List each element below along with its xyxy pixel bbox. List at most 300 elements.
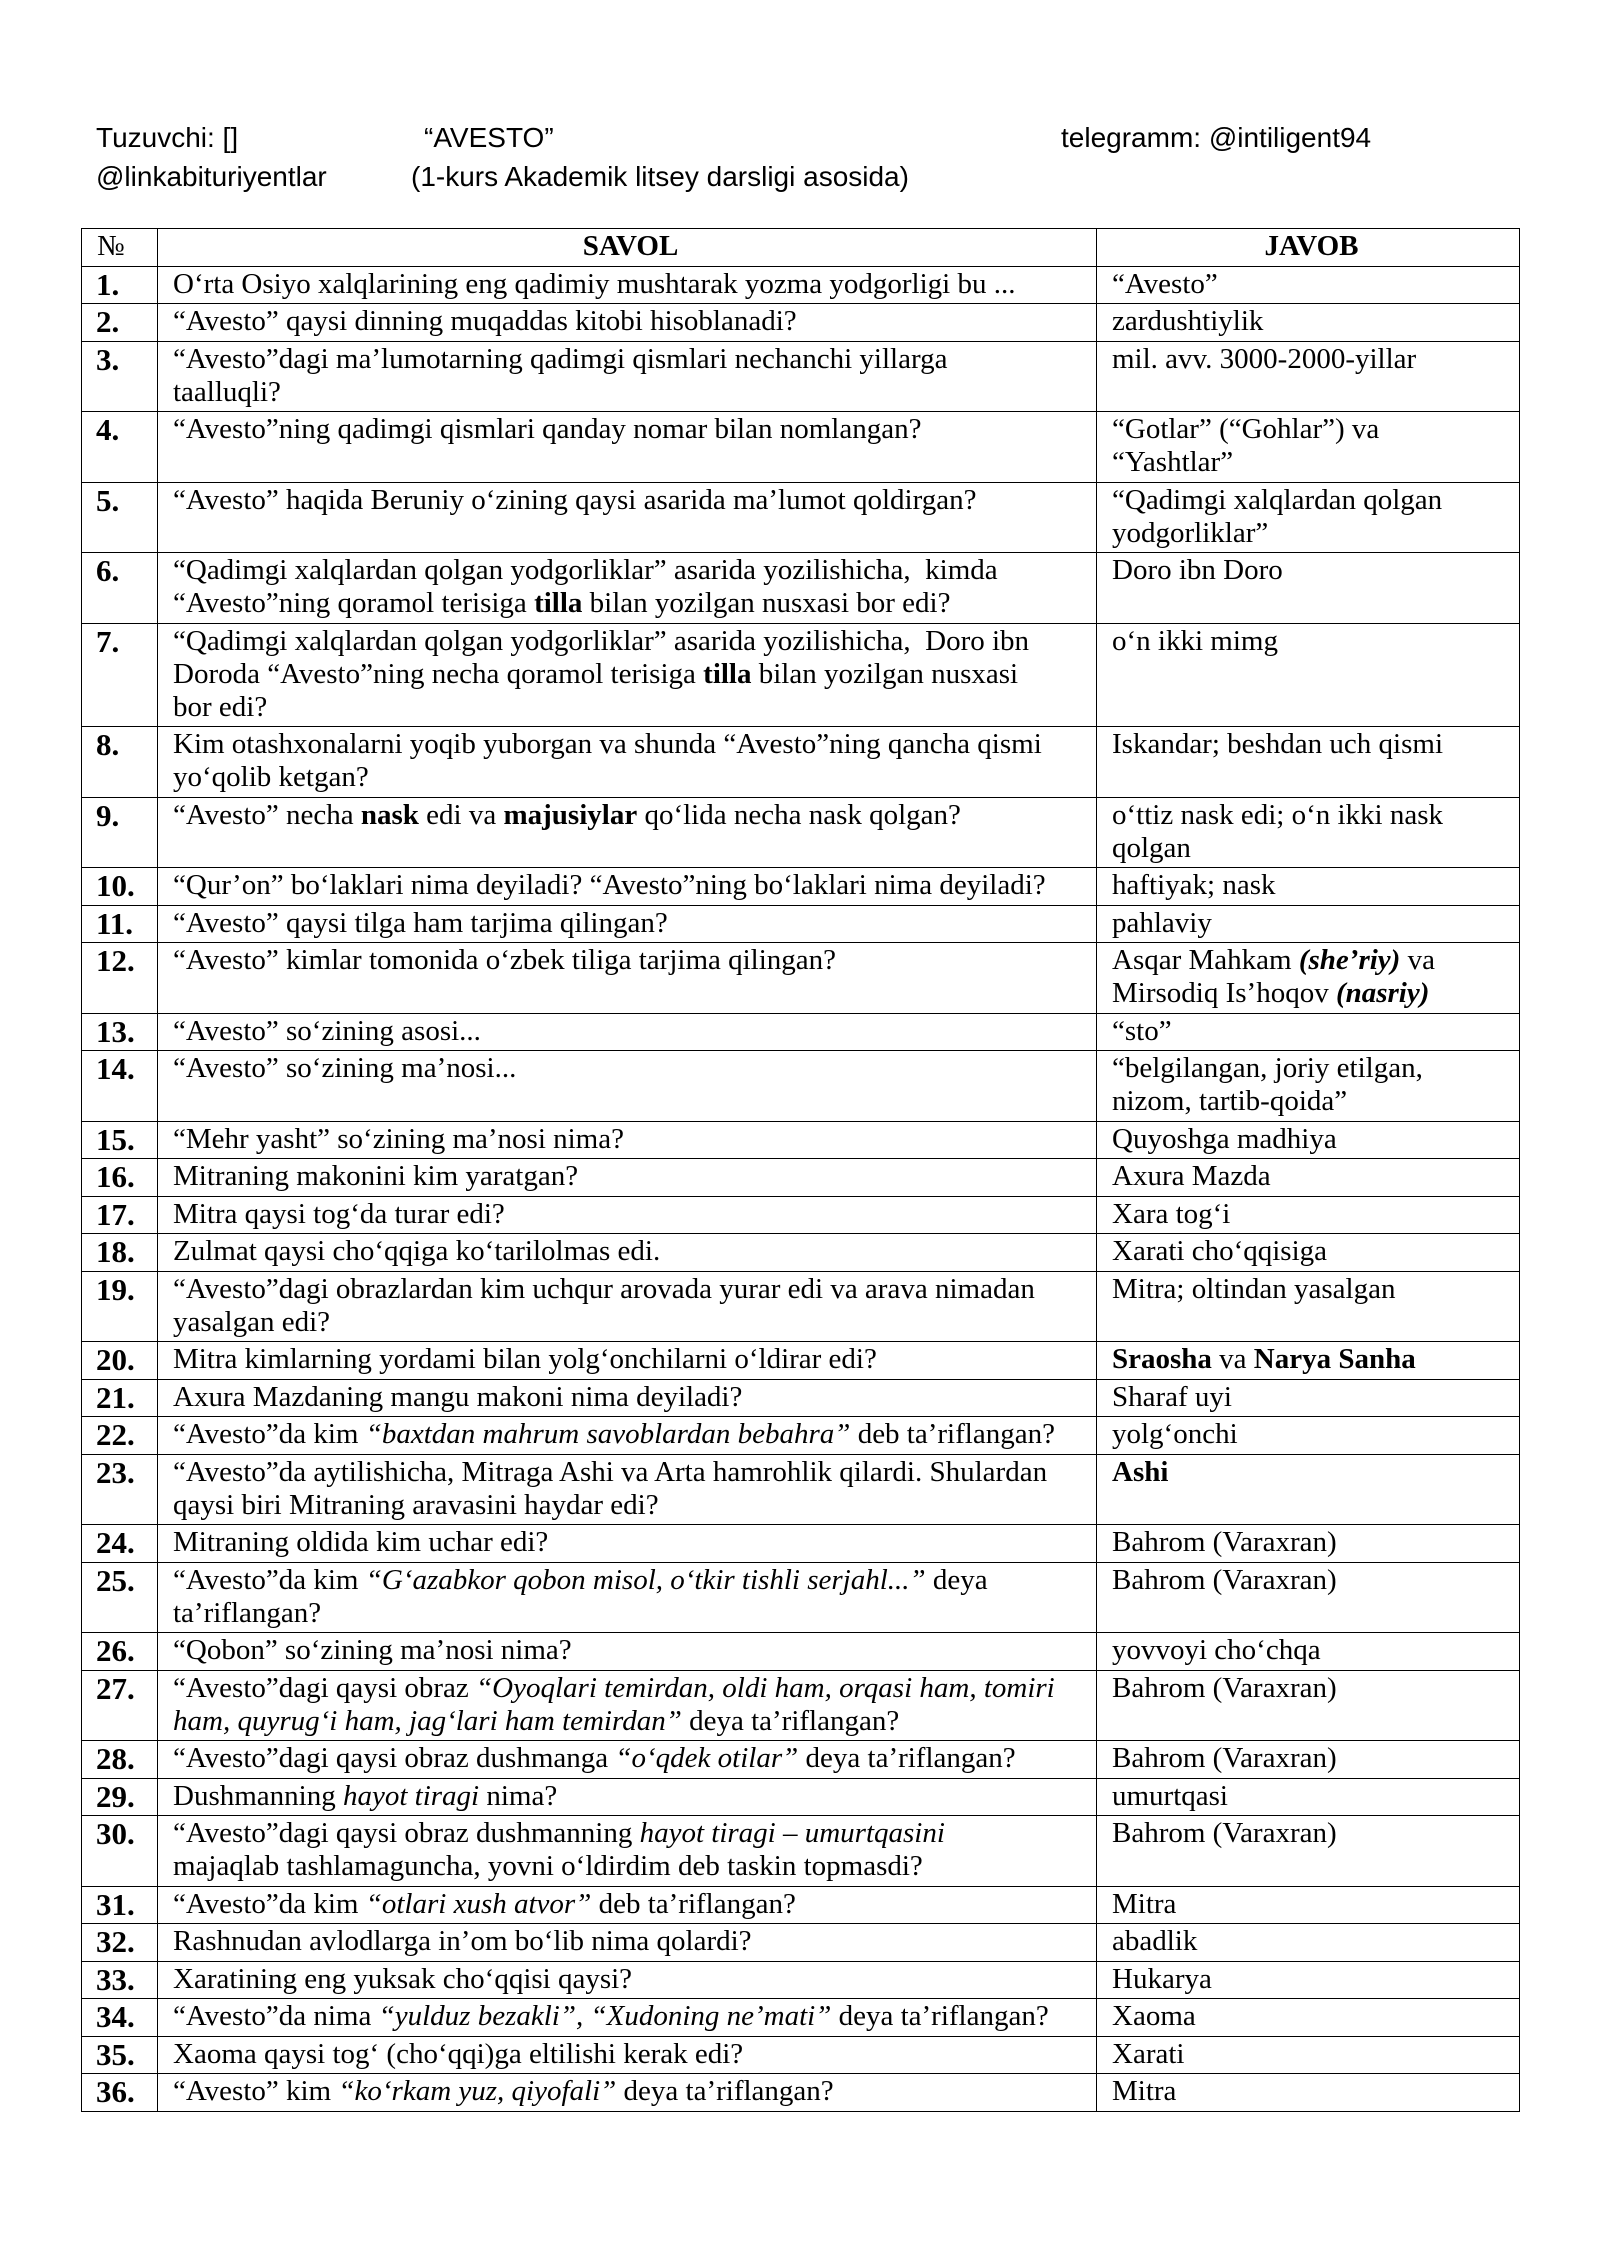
question-text: tilla: [534, 587, 583, 619]
table-row: [82, 797, 1520, 868]
row-number: 28.: [82, 1741, 158, 1779]
row-number: 33.: [82, 1961, 158, 1999]
question-line: [173, 1850, 1088, 1883]
answer-cell: [1097, 2074, 1520, 2112]
answer-cell: [1097, 412, 1520, 483]
question-text: edi va: [418, 798, 504, 831]
table-row: [82, 1121, 1520, 1159]
answer-cell: [1097, 1670, 1520, 1741]
answer-text: umurtqasi: [1112, 1779, 1228, 1812]
question-text: deya ta’riflangan?: [831, 2000, 1049, 2032]
question-text: yo‘qolib ketgan?: [173, 761, 369, 793]
row-number: 23.: [82, 1454, 158, 1525]
table-row: [82, 2036, 1520, 2074]
answer-line: [1112, 1198, 1511, 1231]
question-text: yasalgan edi?: [173, 1305, 331, 1338]
answer-text: “belgilangan, joriy etilgan,: [1112, 1052, 1423, 1084]
row-number: 36.: [82, 2074, 158, 2112]
question-text: “Qur’on” bo‘laklari nima deyiladi? “Avesto”ning bo‘laklari nima deyiladi?: [173, 869, 1046, 901]
answer-text: Bahrom (Varaxran): [1112, 1563, 1337, 1596]
answer-text: Bahrom (Varaxran): [1112, 1526, 1337, 1558]
question-text: “Avesto”ning qadimgi qismlari qanday nomar bilan nomlangan?: [173, 413, 922, 445]
answer-cell: [1097, 868, 1520, 906]
answer-line: [1112, 832, 1511, 865]
question-text: “Avesto” haqida Beruniy o‘zining qaysi asarida ma’lumot qoldirgan?: [173, 483, 977, 516]
table-row: [82, 553, 1520, 624]
answer-text: Doro ibn Doro: [1112, 554, 1283, 586]
question-cell: [158, 1121, 1097, 1159]
question-line: [173, 869, 1088, 902]
table-row: [82, 1271, 1520, 1342]
table-header-row: [82, 229, 1520, 267]
question-cell: [158, 1417, 1097, 1455]
answer-line: [1112, 1925, 1511, 1958]
question-text: deb ta’riflangan?: [591, 1887, 796, 1920]
answer-line: [1112, 944, 1511, 977]
table-row: [82, 1961, 1520, 1999]
question-text: “baxtdan mahrum savoblardan bebahra”: [365, 1418, 851, 1450]
answer-text: Sharaf uyi: [1112, 1380, 1232, 1413]
question-cell: [158, 1562, 1097, 1633]
question-text: “Avesto”da kim: [173, 1418, 366, 1450]
row-number: 11.: [82, 905, 158, 943]
question-text: “Qobon” so‘zining ma’nosi nima?: [173, 1634, 572, 1666]
question-text: deya: [925, 1563, 988, 1596]
answer-line: [1112, 869, 1511, 902]
table-row: [82, 1816, 1520, 1887]
table-row: [82, 905, 1520, 943]
answer-line: [1112, 2000, 1511, 2033]
question-cell: [158, 304, 1097, 342]
row-number: 8.: [82, 727, 158, 798]
question-cell: [158, 1961, 1097, 1999]
question-cell: [158, 482, 1097, 553]
question-text: “Avesto”dagi qaysi obraz dushmanning: [173, 1817, 640, 1849]
row-number: 31.: [82, 1886, 158, 1924]
row-number: 9.: [82, 797, 158, 868]
answer-text: abadlik: [1112, 1925, 1198, 1957]
channel-handle: @linkabituriyentlar: [96, 161, 327, 192]
question-line: [173, 1489, 1088, 1522]
answer-cell: [1097, 1234, 1520, 1272]
question-text: bilan yozilgan nusxasi bor edi?: [582, 587, 951, 619]
question-text: Kim otashxonalarni yoqib yuborgan va shunda “Avesto”ning qancha qismi: [173, 728, 1042, 760]
question-text: Mitra qaysi tog‘da turar edi?: [173, 1197, 505, 1230]
answer-line: [1112, 1343, 1511, 1376]
question-cell: [158, 868, 1097, 906]
answer-text: pahlaviy: [1112, 906, 1212, 939]
question-text: “Avesto” necha: [173, 798, 361, 831]
answer-line: [1112, 907, 1511, 940]
question-cell: [158, 1816, 1097, 1887]
answer-line: [1112, 446, 1511, 479]
answer-cell: [1097, 797, 1520, 868]
table-row: [82, 1741, 1520, 1779]
answer-text: “Gotlar” (“Gohlar”) va: [1112, 413, 1380, 445]
row-number: 14.: [82, 1051, 158, 1122]
question-text: majaqlab tashlamaguncha, yovni o‘ldirdim deb taskin topmasdi?: [173, 1850, 923, 1882]
question-cell: [158, 1633, 1097, 1671]
answer-cell: [1097, 1741, 1520, 1779]
answer-cell: [1097, 1454, 1520, 1525]
question-line: [173, 761, 1088, 794]
answer-line: [1112, 1526, 1511, 1559]
answer-cell: [1097, 905, 1520, 943]
row-number: 16.: [82, 1159, 158, 1197]
answer-line: [1112, 1015, 1511, 1048]
question-line: [173, 799, 1088, 832]
question-cell: [158, 1379, 1097, 1417]
question-text: nask: [360, 798, 419, 831]
question-text: “Qadimgi xalqlardan qolgan yodgorliklar” asarida yozilishicha, kimda: [173, 554, 998, 586]
qa-table: [81, 228, 1520, 2112]
answer-line: [1112, 517, 1511, 550]
table-row: [82, 1196, 1520, 1234]
row-number: 22.: [82, 1417, 158, 1455]
row-number: 3.: [82, 341, 158, 412]
author-label: Tuzuvchi: []: [96, 122, 239, 153]
answer-text: nizom, tartib-qoida”: [1112, 1085, 1348, 1117]
question-line: [173, 691, 1088, 724]
answer-line: [1112, 1235, 1511, 1268]
row-number: 13.: [82, 1013, 158, 1051]
question-text: deya ta’riflangan?: [798, 1742, 1016, 1774]
column-header-question: SAVOL: [158, 229, 1097, 267]
question-line: [173, 1742, 1088, 1775]
question-line: [173, 658, 1088, 691]
answer-cell: [1097, 1013, 1520, 1051]
answer-cell: [1097, 1121, 1520, 1159]
row-number: 35.: [82, 2036, 158, 2074]
question-text: Rashnudan avlodlarga in’om bo‘lib nima qolardi?: [173, 1925, 752, 1957]
answer-line: [1112, 2038, 1511, 2071]
answer-text: zardushtiylik: [1112, 305, 1264, 337]
question-cell: [158, 1013, 1097, 1051]
question-cell: [158, 1886, 1097, 1924]
table-row: [82, 304, 1520, 342]
question-line: [173, 907, 1088, 940]
answer-text: (nasriy): [1335, 977, 1430, 1009]
question-line: [173, 1963, 1088, 1996]
question-line: [173, 587, 1088, 620]
question-text: deya ta’riflangan?: [616, 2075, 834, 2107]
answer-text: Hukarya: [1112, 1962, 1212, 1995]
answer-line: [1112, 1381, 1511, 1414]
answer-cell: [1097, 943, 1520, 1014]
question-line: [173, 1418, 1088, 1451]
row-number: 20.: [82, 1342, 158, 1380]
answer-cell: [1097, 1271, 1520, 1342]
question-text: Xaratining eng yuksak cho‘qqisi qaysi?: [173, 1962, 633, 1995]
answer-text: Mitra: [1112, 2075, 1177, 2107]
question-text: “yulduz bezakli”, “Xudoning ne’mati”: [378, 2000, 832, 2032]
question-cell: [158, 1271, 1097, 1342]
table-row: [82, 1051, 1520, 1122]
answer-text: Bahrom (Varaxran): [1112, 1671, 1337, 1704]
question-text: “Avesto”dagi qaysi obraz: [173, 1671, 477, 1704]
question-text: tilla: [703, 657, 752, 690]
question-line: [173, 1597, 1088, 1630]
answer-line: [1112, 1123, 1511, 1156]
answer-cell: [1097, 1924, 1520, 1962]
answer-cell: [1097, 266, 1520, 304]
question-cell: [158, 1741, 1097, 1779]
question-line: [173, 1564, 1088, 1597]
question-line: [173, 944, 1088, 977]
answer-text: Quyoshga madhiya: [1112, 1122, 1337, 1155]
question-text: “Qadimgi xalqlardan qolgan yodgorliklar” asarida yozilishicha, Doro ibn: [173, 624, 1030, 657]
question-text: “Oyoqlari temirdan, oldi ham, orqasi ham, tomiri: [476, 1671, 1055, 1704]
question-text: “Avesto”dagi ma’lumotarning qadimgi qismlari nechanchi yillarga: [173, 342, 948, 375]
answer-text: Mitra; oltindan yasalgan: [1112, 1272, 1396, 1305]
question-line: [173, 1273, 1088, 1306]
question-text: “ko‘rkam yuz, qiyofali”: [338, 2075, 617, 2107]
table-row: [82, 943, 1520, 1014]
table-row: [82, 1454, 1520, 1525]
answer-line: [1112, 484, 1511, 517]
row-number: 2.: [82, 304, 158, 342]
answer-text: Mirsodiq Is’hoqov: [1112, 977, 1336, 1009]
question-text: “Avesto”dagi qaysi obraz dushmanga: [173, 1742, 616, 1774]
answer-text: “Yashtlar”: [1112, 446, 1234, 478]
answer-text: yovvoyi cho‘chqa: [1112, 1634, 1321, 1666]
answer-text: haftiyak; nask: [1112, 869, 1276, 901]
telegram-contact: telegramm: @intiligent94: [1061, 122, 1372, 153]
question-cell: [158, 1670, 1097, 1741]
question-cell: [158, 266, 1097, 304]
answer-cell: [1097, 1342, 1520, 1380]
answer-text: Xaoma: [1112, 2000, 1196, 2032]
question-text: “Avesto”da nima: [173, 2000, 379, 2032]
question-line: [173, 2075, 1088, 2108]
row-number: 27.: [82, 1670, 158, 1741]
question-text: O‘rta Osiyo xalqlarining eng qadimiy mushtarak yozma yodgorligi bu ...: [173, 267, 1016, 300]
answer-line: [1112, 268, 1511, 301]
table-row: [82, 1417, 1520, 1455]
answer-cell: [1097, 2036, 1520, 2074]
answer-line: [1112, 1780, 1511, 1813]
question-text: Mitraning oldida kim uchar edi?: [173, 1526, 549, 1558]
question-text: “Avesto”da kim: [173, 1563, 366, 1596]
row-number: 15.: [82, 1121, 158, 1159]
answer-cell: [1097, 1961, 1520, 1999]
question-line: [173, 1123, 1088, 1156]
table-row: [82, 266, 1520, 304]
answer-cell: [1097, 482, 1520, 553]
answer-text: Sraosha: [1112, 1343, 1212, 1375]
table-row: [82, 1379, 1520, 1417]
question-line: [173, 1925, 1088, 1958]
answer-cell: [1097, 1196, 1520, 1234]
question-text: Axura Mazdaning mangu makoni nima deyiladi?: [173, 1380, 743, 1413]
question-cell: [158, 1778, 1097, 1816]
question-text: deya ta’riflangan?: [681, 1704, 900, 1737]
answer-text: yolg‘onchi: [1112, 1418, 1238, 1450]
question-cell: [158, 1342, 1097, 1380]
question-text: Mitraning makonini kim yaratgan?: [173, 1160, 579, 1192]
table-row: [82, 727, 1520, 798]
answer-line: [1112, 1418, 1511, 1451]
answer-line: [1112, 977, 1511, 1010]
row-number: 12.: [82, 943, 158, 1014]
table-row: [82, 1525, 1520, 1563]
answer-text: Asqar Mahkam: [1112, 944, 1299, 976]
question-cell: [158, 1454, 1097, 1525]
answer-text: o‘ttiz nask edi; o‘n ikki nask: [1112, 798, 1444, 831]
question-text: hayot tiragi – umurtqasini: [639, 1817, 945, 1849]
row-number: 30.: [82, 1816, 158, 1887]
answer-text: Axura Mazda: [1112, 1160, 1271, 1192]
answer-cell: [1097, 1379, 1520, 1417]
question-line: [173, 1705, 1088, 1738]
answer-cell: [1097, 553, 1520, 624]
row-number: 7.: [82, 623, 158, 727]
question-line: [173, 2038, 1088, 2071]
question-text: “Avesto” qaysi dinning muqaddas kitobi hisoblanadi?: [173, 305, 797, 337]
question-line: [173, 484, 1088, 517]
question-line: [173, 1672, 1088, 1705]
document-title: “AVESTO”: [424, 122, 554, 153]
answer-line: [1112, 413, 1511, 446]
row-number: 19.: [82, 1271, 158, 1342]
answer-line: [1112, 343, 1511, 376]
question-text: Zulmat qaysi cho‘qqiga ko‘tarilolmas edi.: [173, 1235, 661, 1267]
question-text: ham, quyrug‘i ham, jag‘lari ham temirdan”: [173, 1704, 682, 1737]
table-row: [82, 2074, 1520, 2112]
question-line: [173, 728, 1088, 761]
answer-cell: [1097, 623, 1520, 727]
answer-cell: [1097, 1562, 1520, 1633]
answer-line: [1112, 728, 1511, 761]
answer-text: Xarati: [1112, 2037, 1185, 2070]
table-row: [82, 412, 1520, 483]
table-row: [82, 341, 1520, 412]
question-cell: [158, 905, 1097, 943]
answer-text: Narya Sanha: [1253, 1343, 1416, 1375]
table-row: [82, 1342, 1520, 1380]
question-line: [173, 1381, 1088, 1414]
question-line: [173, 1015, 1088, 1048]
row-number: 5.: [82, 482, 158, 553]
question-text: “Avesto”da kim: [173, 1887, 366, 1920]
row-number: 25.: [82, 1562, 158, 1633]
table-row: [82, 1159, 1520, 1197]
answer-line: [1112, 1160, 1511, 1193]
answer-text: Ashi: [1112, 1455, 1169, 1488]
answer-cell: [1097, 1525, 1520, 1563]
answer-text: “Qadimgi xalqlardan qolgan: [1112, 483, 1443, 516]
question-cell: [158, 1999, 1097, 2037]
row-number: 18.: [82, 1234, 158, 1272]
answer-line: [1112, 1672, 1511, 1705]
question-text: “o‘qdek otilar”: [615, 1742, 799, 1774]
question-line: [173, 1160, 1088, 1193]
answer-cell: [1097, 1886, 1520, 1924]
table-row: [82, 1778, 1520, 1816]
question-text: “Avesto” so‘zining asosi...: [173, 1014, 481, 1047]
question-text: “Avesto”ning qoramol terisiga: [173, 587, 535, 619]
row-number: 34.: [82, 1999, 158, 2037]
answer-text: (she’riy): [1298, 944, 1401, 976]
answer-cell: [1097, 727, 1520, 798]
question-text: “otlari xush atvor”: [365, 1887, 592, 1920]
question-cell: [158, 797, 1097, 868]
answer-line: [1112, 1817, 1511, 1850]
answer-line: [1112, 1085, 1511, 1118]
question-line: [173, 1198, 1088, 1231]
row-number: 4.: [82, 412, 158, 483]
document-subtitle: (1-kurs Akademik litsey darsligi asosida): [411, 161, 909, 192]
answer-text: yodgorliklar”: [1112, 516, 1269, 549]
question-text: “Avesto” kim: [173, 2075, 339, 2107]
table-row: [82, 1234, 1520, 1272]
table-row: [82, 1999, 1520, 2037]
question-text: Doroda “Avesto”ning necha qoramol terisiga: [173, 657, 704, 690]
answer-cell: [1097, 341, 1520, 412]
row-number: 17.: [82, 1196, 158, 1234]
question-cell: [158, 553, 1097, 624]
answer-text: Xarati cho‘qqisiga: [1112, 1235, 1328, 1267]
question-line: [173, 268, 1088, 301]
answer-text: va: [1400, 944, 1435, 976]
table-row: [82, 1562, 1520, 1633]
question-cell: [158, 1051, 1097, 1122]
table-row: [82, 1013, 1520, 1051]
answer-text: Mitra: [1112, 1887, 1177, 1920]
question-cell: [158, 623, 1097, 727]
question-line: [173, 1343, 1088, 1376]
row-number: 21.: [82, 1379, 158, 1417]
answer-line: [1112, 1963, 1511, 1996]
question-line: [173, 554, 1088, 587]
question-text: deb ta’riflangan?: [850, 1418, 1055, 1450]
question-cell: [158, 1525, 1097, 1563]
column-header-answer: JAVOB: [1097, 229, 1520, 267]
answer-text: qolgan: [1112, 831, 1191, 864]
answer-cell: [1097, 1778, 1520, 1816]
question-cell: [158, 1159, 1097, 1197]
question-cell: [158, 1234, 1097, 1272]
question-line: [173, 1052, 1088, 1085]
question-text: “Avesto” so‘zining ma’nosi...: [173, 1052, 517, 1084]
question-line: [173, 1780, 1088, 1813]
question-line: [173, 1888, 1088, 1921]
column-header-number: №: [82, 229, 158, 267]
answer-text: va: [1211, 1343, 1254, 1375]
question-line: [173, 413, 1088, 446]
table-row: [82, 1670, 1520, 1741]
answer-text: “sto”: [1112, 1014, 1172, 1047]
answer-text: o‘n ikki mimg: [1112, 624, 1278, 657]
question-cell: [158, 341, 1097, 412]
question-text: bilan yozilgan nusxasi: [751, 657, 1019, 690]
answer-text: Iskandar; beshdan uch qismi: [1112, 728, 1444, 760]
question-text: “Avesto” kimlar tomonida o‘zbek tiliga tarjima qilingan?: [173, 944, 837, 976]
question-text: “G‘azabkor qobon misol, o‘tkir tishli serjahl...”: [365, 1563, 926, 1596]
question-line: [173, 1817, 1088, 1850]
question-cell: [158, 2036, 1097, 2074]
question-text: taalluqli?: [173, 375, 281, 408]
table-row: [82, 482, 1520, 553]
answer-line: [1112, 799, 1511, 832]
question-text: “Mehr yasht” so‘zining ma’nosi nima?: [173, 1122, 624, 1155]
answer-cell: [1097, 1999, 1520, 2037]
table-row: [82, 868, 1520, 906]
question-text: qo‘lida necha nask qolgan?: [637, 798, 961, 831]
answer-cell: [1097, 1159, 1520, 1197]
table-row: [82, 1924, 1520, 1962]
row-number: 6.: [82, 553, 158, 624]
